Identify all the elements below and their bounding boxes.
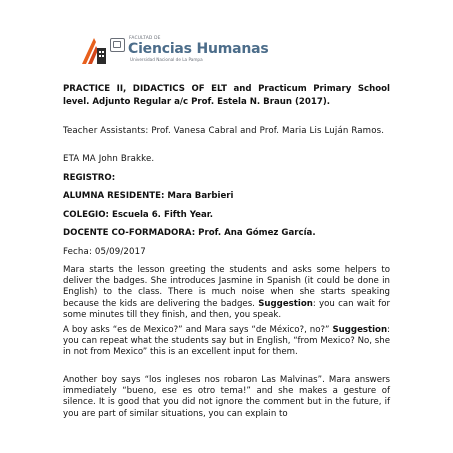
paragraph-1 <box>63 265 390 321</box>
paragraph-1-text: Mara starts the lesson greeting the students and asks some helpers to deliver the badges. She introduces Jasmine in Spanish (it could be done in English) to the class. There is much noise when she starts speaking because the kids are delivering the badges. <box>63 265 390 309</box>
eta-line: ETA MA John Brakke. <box>63 154 155 164</box>
document-title: PRACTICE II, DIDACTICS OF ELT and Practicum Primary School level. Adjunto Regular a/c Prof. Estela N. Braun (2017). <box>63 84 390 107</box>
paragraph-3: Another boy says “los ingleses nos robaron Las Malvinas”. Mara answers immediately “bueno, ese es otro tema!” and she makes a gesture of silence. It is good that you did not ignore the comment but in the future, if you are part of similar situations, you can explain to <box>63 375 390 419</box>
faculty-logo <box>80 34 269 68</box>
logo-university: Universidad Nacional de La Pampa <box>130 57 203 62</box>
colegio: COLEGIO: Escuela 6. Fifth Year. <box>63 210 214 220</box>
paragraph-2-text: A boy asks “es de Mexico?” and Mara says “de México?, no?” <box>63 325 330 335</box>
docente-co-formadora: DOCENTE CO-FORMADORA: Prof. Ana Gómez García. <box>63 228 316 238</box>
suggestion-label: Suggestion <box>332 325 388 335</box>
paragraph-2 <box>63 325 390 359</box>
logo-faculty-name: Ciencias Humanas <box>128 41 269 57</box>
ch-badge-icon <box>110 38 125 52</box>
logo-faculty-label: FACULTAD DE <box>129 36 161 41</box>
registro-heading: REGISTRO: <box>63 173 116 183</box>
paragraph-2-suggestion: : you can repeat what the students say but in English, “from Mexico? No, she in not from Mexico” this is an excellent input for them. <box>63 325 390 358</box>
paragraph-1-suggestion: : you can wait for some minutes till they finish, and then, you speak. <box>63 298 391 320</box>
alumna-residente: ALUMNA RESIDENTE: Mara Barbieri <box>63 191 234 201</box>
suggestion-label: Suggestion <box>258 298 313 309</box>
teacher-assistants: Teacher Assistants: Prof. Vanesa Cabral and Prof. Maria Lis Luján Ramos. <box>63 126 385 136</box>
faculty-emblem-icon <box>80 36 108 66</box>
fecha: Fecha: 05/09/2017 <box>63 247 146 257</box>
